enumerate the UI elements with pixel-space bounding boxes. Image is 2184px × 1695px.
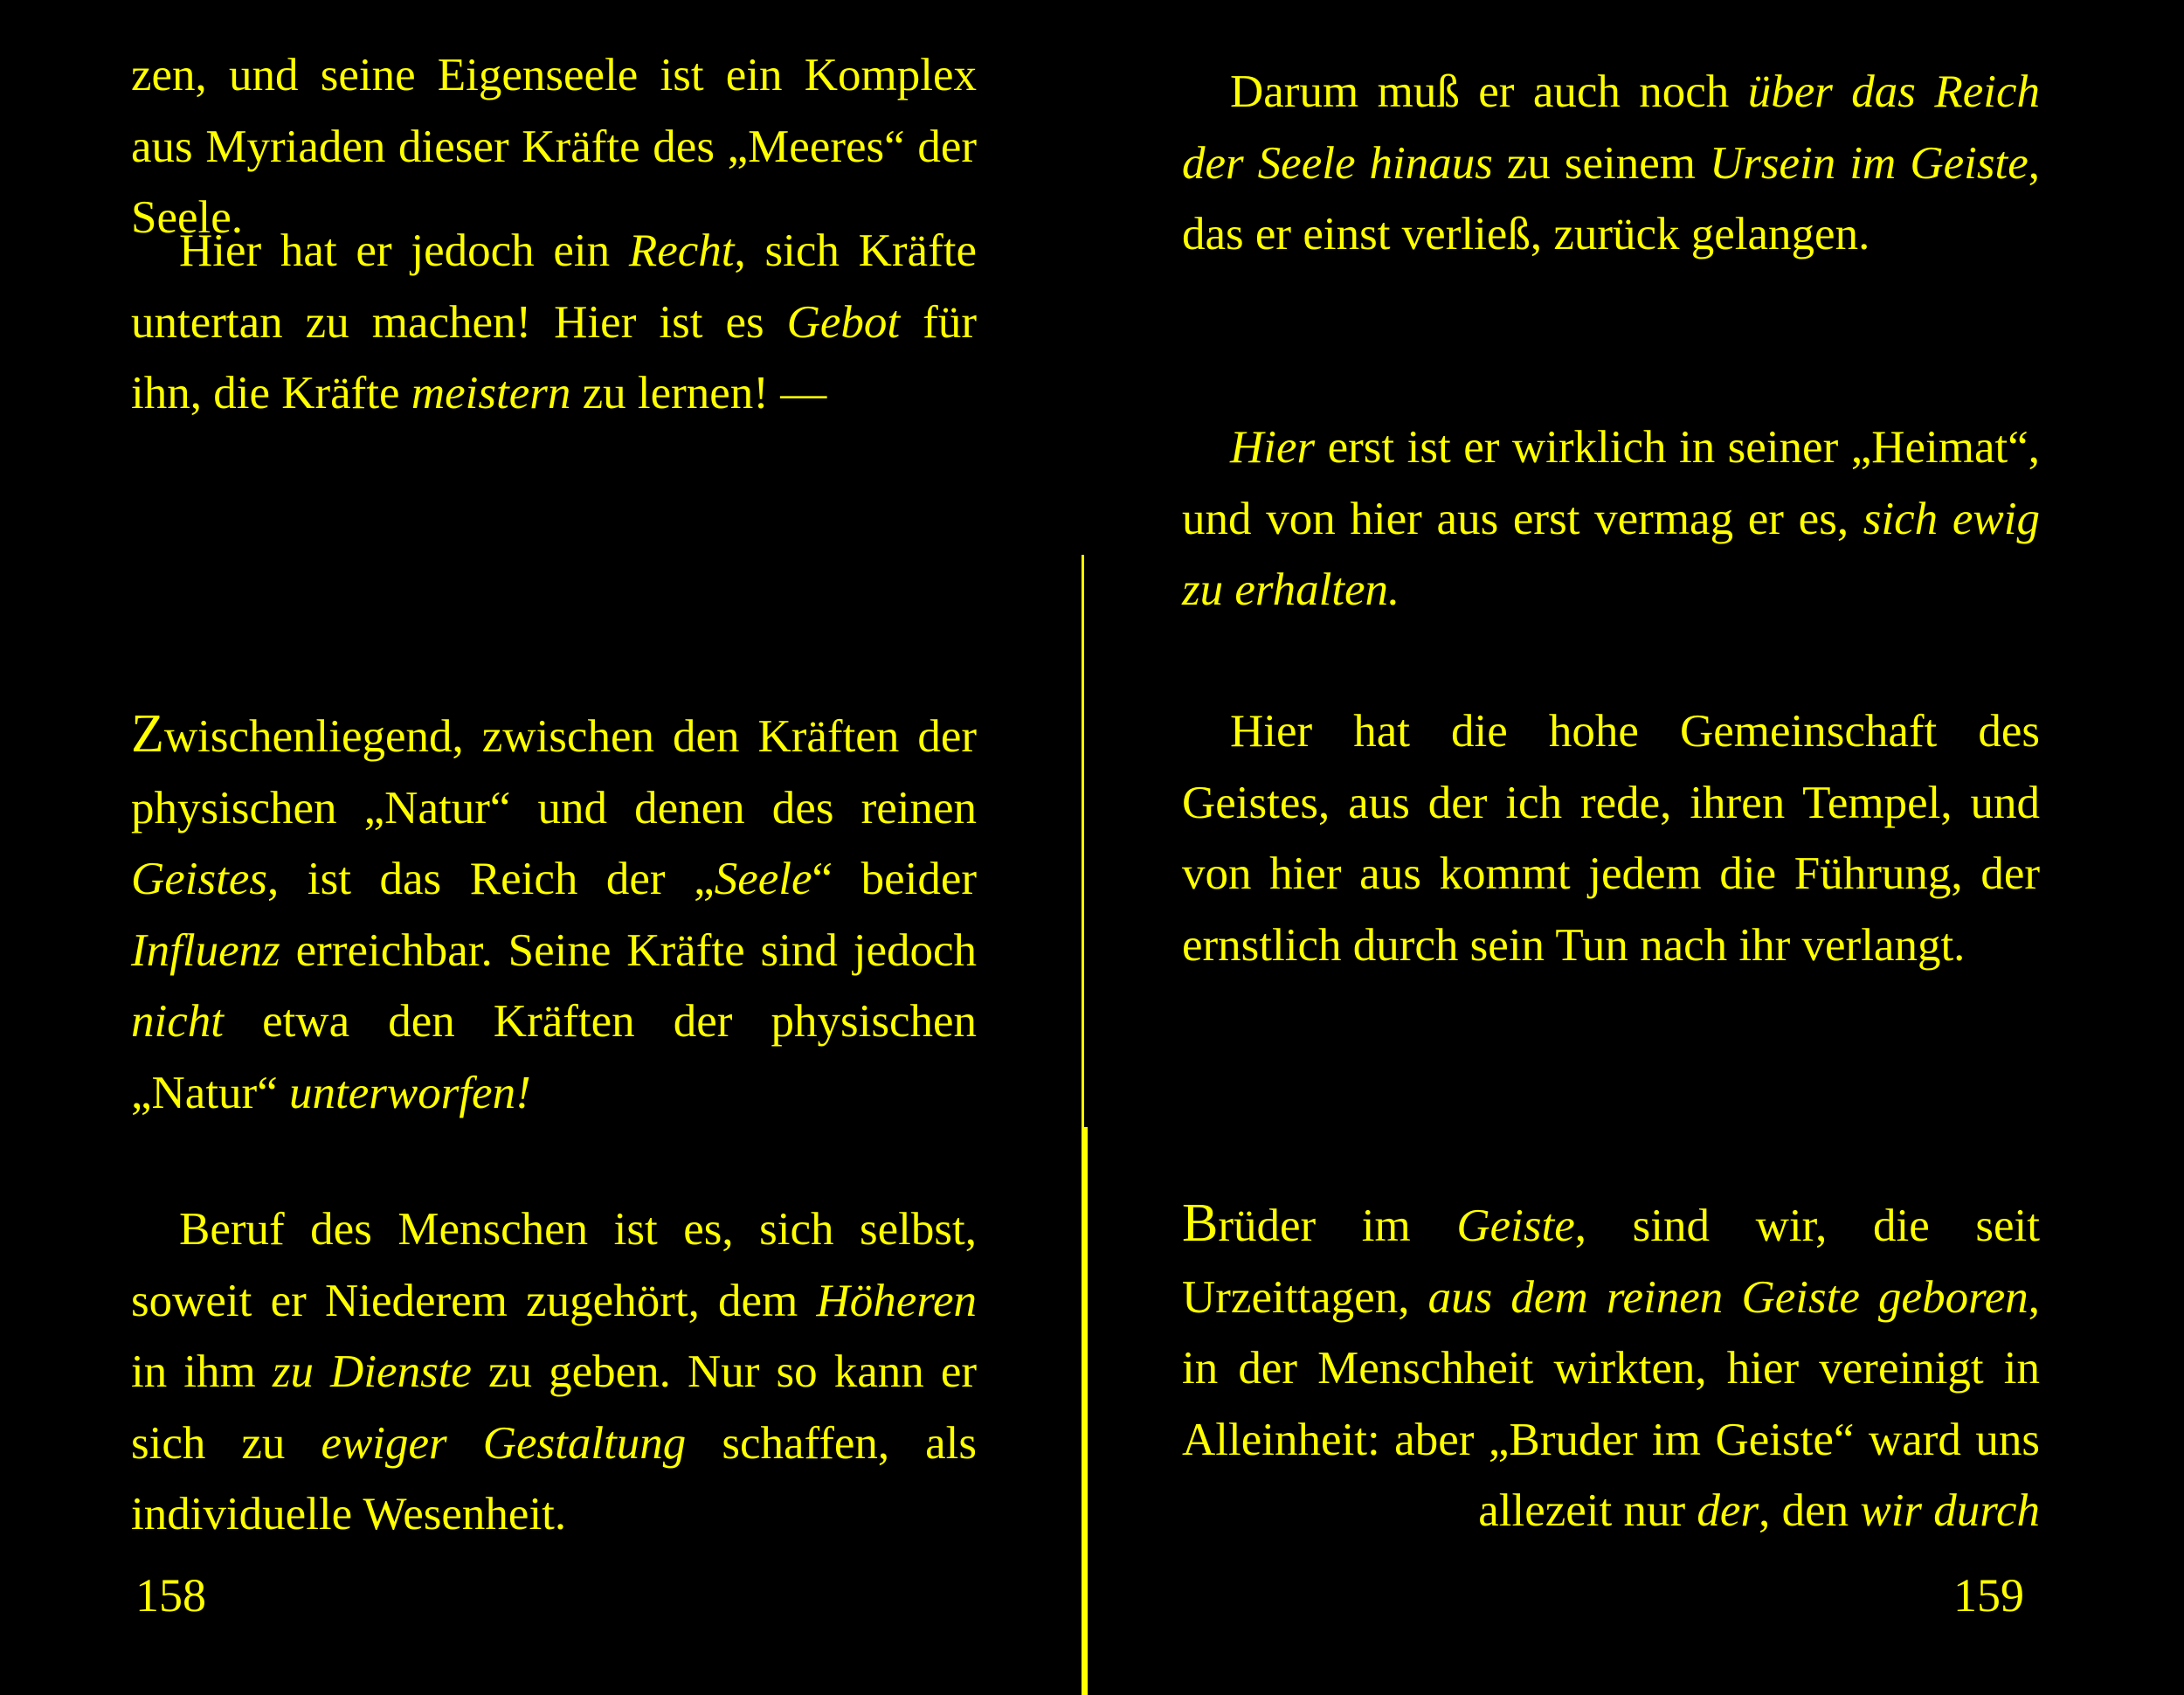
emphasis-run: ewiger Gestaltung (321, 1417, 687, 1469)
emphasis-run: Influenz (131, 924, 280, 976)
text-run: , sind wir, die seit Urzeittagen, (1182, 1200, 2040, 1323)
emphasis-run: Recht (628, 225, 735, 276)
text-run: etwa den Kräften der physischen „Natur“ (131, 996, 977, 1118)
text-run: , den (1759, 1485, 1861, 1536)
emphasis-run: meistern (411, 368, 571, 419)
emphasis-run: wir durch (1860, 1485, 2040, 1536)
emphasis-run: zu Dienste (272, 1346, 472, 1397)
text-run: schaffen, als individuelle Wesenheit. (131, 1417, 978, 1539)
text-run: zu lernen! — (570, 368, 827, 419)
text-run: Beruf des Menschen ist es, sich selbst, soweit er Niederem zugehört, dem (131, 1204, 977, 1326)
emphasis-run: nicht (131, 996, 224, 1047)
page-number-left: 158 (135, 1569, 206, 1622)
right-paragraph-3-text: Hier hat die hohe Gemeinschaft des Geistes, aus der ich rede, ihren Tempel, und von hier aus kommt jedem die Führung, der ernstlich durch sein Tun nach ihr verlangt. (1182, 706, 2040, 971)
emphasis-run: der (1697, 1485, 1759, 1536)
text-run: “ beider (812, 854, 978, 904)
text-run: für ihn, die Kräfte (131, 296, 977, 419)
text-run: in ihm (131, 1346, 273, 1397)
text-run: , sich Kräfte untertan zu machen! Hier ist es (131, 225, 977, 348)
right-paragraph-1 (1182, 57, 2040, 271)
left-paragraph-3 (131, 699, 977, 1129)
emphasis-run: Geiste (1456, 1200, 1575, 1251)
text-run: erreichbar. Seine Kräfte sind jedoch (280, 924, 977, 976)
text-run: wischenliegend, zwischen den Kräften der physischen „Natur“ und denen des reinen (131, 711, 977, 834)
left-paragraph-4 (131, 1194, 977, 1551)
text-run: zu seinem (1492, 137, 1711, 189)
gutter-divider-thick (1083, 1127, 1088, 1695)
left-page (0, 0, 1083, 1695)
text-run: Darum muß er auch noch (1230, 66, 1748, 117)
emphasis-run: Gebot (786, 296, 901, 348)
emphasis-run: Geistes (131, 854, 268, 904)
right-paragraph-2 (1182, 412, 2040, 626)
emphasis-run: Seele (714, 854, 812, 904)
emphasis-run: sich ewig zu erhalten. (1182, 493, 2040, 615)
text-run: , das er einst verließ, zurück gelangen. (1182, 137, 2040, 259)
text-run: Hier hat er jedoch ein (179, 225, 629, 276)
right-paragraph-3 (1182, 696, 2040, 981)
left-paragraph-1-text: zen, und seine Eigenseele ist ein Komplex aus Myriaden dieser Kräfte des „Meeres“ der Seele. (131, 50, 977, 243)
initial-letter: B (1182, 1193, 1219, 1253)
text-run: , in der Menschheit wirkten, hier vereinigt in Alleinheit: aber „Bruder im Geiste“ ward uns allezeit nur (1182, 1271, 2040, 1536)
page-number-right: 159 (1953, 1569, 2024, 1622)
emphasis-run: unterworfen! (288, 1067, 531, 1118)
text-run: rüder im (1218, 1200, 1457, 1251)
emphasis-run: Ursein im Geiste (1710, 137, 2028, 189)
text-run: erst ist er wirklich in seiner „Heimat“, und von hier aus erst vermag er es, (1182, 422, 2040, 544)
emphasis-run: Höheren (816, 1275, 977, 1326)
left-paragraph-2 (131, 216, 977, 430)
text-run: , ist das Reich der „ (267, 854, 715, 904)
right-paragraph-4 (1182, 1188, 2040, 1547)
emphasis-run: über das Reich der Seele hinaus (1182, 66, 2040, 189)
right-page (1092, 0, 2184, 1695)
text-run: zu geben. Nur so kann er sich zu (131, 1346, 977, 1469)
initial-letter: Z (131, 704, 164, 764)
emphasis-run: Hier (1230, 422, 1316, 473)
emphasis-run: aus dem reinen Geiste geboren (1427, 1271, 2028, 1323)
